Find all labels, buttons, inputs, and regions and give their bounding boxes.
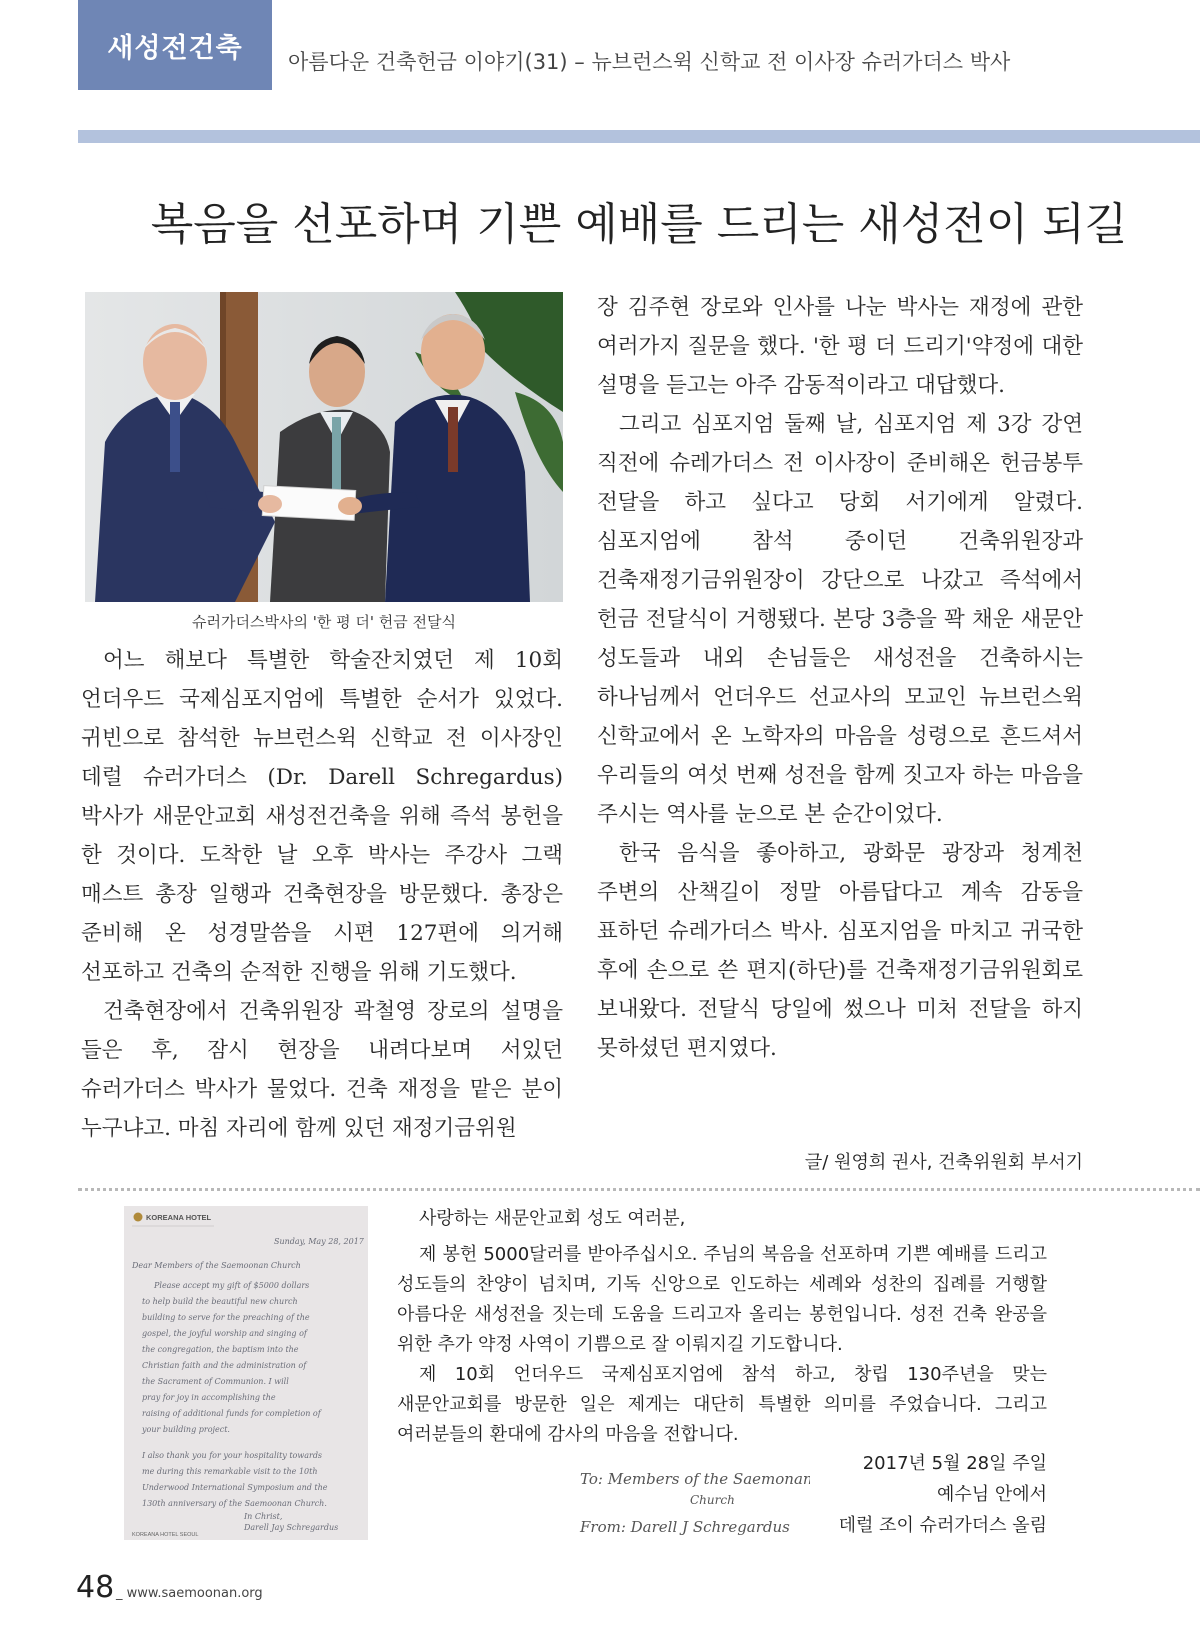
series-title: 아름다운 건축헌금 이야기(31) – 뉴브런스윅 신학교 전 이사장 슈러가더스 박사 <box>288 50 1011 74</box>
svg-text:your building project.: your building project. <box>142 1425 230 1434</box>
page-number: 48 <box>76 1570 115 1605</box>
svg-text:Sunday, May 28, 2017: Sunday, May 28, 2017 <box>274 1237 364 1246</box>
photo-caption: 슈러가더스박사의 '한 평 더' 헌금 전달식 <box>192 613 456 631</box>
letter-greeting: 사랑하는 새문안교회 성도 여러분, <box>419 1208 686 1229</box>
header-rule <box>78 130 1200 143</box>
section-divider <box>78 1188 1200 1191</box>
letter-date: 2017년 5월 28일 주일 <box>862 1453 1047 1474</box>
svg-text:Please accept my gift of $5000: Please accept my gift of $5000 dollars <box>154 1281 310 1290</box>
svg-text:gospel, the joyful worship and: gospel, the joyful worship and singing of <box>142 1329 307 1338</box>
svg-text:Christian faith and the admini: Christian faith and the administration of <box>142 1361 307 1370</box>
article-column-right <box>597 288 1083 1068</box>
article-paragraph: 한국 음식을 좋아하고, 광화문 광장과 청계천 주변의 산책길이 정말 아름답다고 계속 감동을 표하던 슈레가더스 박사. 심포지엄을 마치고 귀국한 후에 손으로 쓴 편지(하단)를 건축재정기금위원회로 보내왔다. 전달식 당일에 썼으나 미처 전달을 하지 못하셨던 편지였다. <box>597 841 1083 1061</box>
headline: 복음을 선포하며 기쁜 예배를 드리는 새성전이 되길 <box>150 199 1128 250</box>
svg-text:me during this remarkable visi: me during this remarkable visit to the 10th <box>142 1467 318 1476</box>
article-paragraph: 장 김주현 장로와 인사를 나눈 박사는 재정에 관한 여러가지 질문을 했다. '한 평 더 드리기'약정에 대한 설명을 듣고는 아주 감동적이라고 대답했다. <box>597 295 1083 398</box>
svg-text:to help build the beautiful ne: to help build the beautiful new church <box>142 1297 298 1306</box>
svg-text:Church: Church <box>690 1493 735 1507</box>
svg-text:the Sacrament of Communion. I: the Sacrament of Communion. I will <box>142 1377 289 1386</box>
article-column-left <box>81 641 563 1148</box>
letter-closing: 예수님 안에서 <box>936 1484 1047 1505</box>
donation-photo <box>85 292 563 602</box>
svg-text:Dear Members of the Saemoonan: Dear Members of the Saemoonan Church <box>132 1261 301 1270</box>
letter-paragraph: 제 봉헌 5000달러를 받아주십시오. 주님의 복음을 선포하며 기쁜 예배를 드리고 성도들의 찬양이 넘치며, 기독 신앙으로 인도하는 세례와 성찬의 집례를 거행할 아름다운 새성전을 짓는데 도움을 드리고자 올리는 봉헌입니다. 성전 건축 완공을 위한 추가 약정 사역이 기쁨으로 잘 이뤄지길 기도합니다. <box>397 1244 1047 1355</box>
svg-text:pray for joy in accomplishing: pray for joy in accomplishing the <box>142 1393 276 1402</box>
handwritten-letter-scan <box>124 1206 368 1540</box>
letter-translation <box>397 1204 1047 1450</box>
article-paragraph: 건축현장에서 건축위원장 곽철영 장로의 설명을 들은 후, 잠시 현장을 내려다보며 서있던 슈러가더스 박사가 물었다. 건축 재정을 맡은 분이 누구냐고. 마침 자리에 함께 있던 재정기금위원 <box>81 999 563 1141</box>
site-url: _ www.saemoonan.org <box>116 1586 263 1601</box>
svg-text:From: Darell J Schregardus: From: Darell J Schregardus <box>580 1518 790 1536</box>
svg-text:KOREANA HOTEL SEOUL: KOREANA HOTEL SEOUL <box>132 1532 199 1538</box>
svg-text:Underwood International Sympos: Underwood International Symposium and the <box>142 1483 328 1492</box>
svg-text:130th anniversary of the Saemo: 130th anniversary of the Saemoonan Church. <box>142 1499 327 1508</box>
svg-text:Darell Jay Schregardus: Darell Jay Schregardus <box>244 1523 339 1532</box>
letter-signature-block <box>760 1448 1047 1541</box>
byline: 글/ 원영희 권사, 건축위원회 부서기 <box>804 1152 1083 1173</box>
svg-text:To: Members of the Saemonan: To: Members of the Saemonan <box>580 1470 810 1488</box>
svg-text:KOREANA HOTEL: KOREANA HOTEL <box>146 1213 212 1222</box>
svg-text:the congregation, the baptism: the congregation, the baptism into the <box>142 1345 299 1354</box>
section-tab: 새성전건축 <box>78 0 272 90</box>
photo-illustration <box>85 292 563 602</box>
letter-paragraph: 제 10회 언더우드 국제심포지엄에 참석 하고, 창립 130주년을 맞는 새문안교회를 방문한 일은 제게는 대단히 특별한 의미를 주었습니다. 그리고 여러분들의 환대에 감사의 마음을 전합니다. <box>397 1364 1047 1445</box>
letter-signature: 데럴 조이 슈러가더스 올림 <box>838 1515 1047 1536</box>
article-paragraph: 어느 해보다 특별한 학술잔치였던 제 10회 언더우드 국제심포지엄에 특별한 순서가 있었다. 귀빈으로 참석한 뉴브런스윅 신학교 전 이사장인 데럴 슈러가더스 (Dr. Darell Schregardus) 박사가 새문안교회 새성전건축을 위해 즉석 봉헌을 한 것이다. 도착한 날 오후 박사는 주강사 그랙 매스트 총장 일행과 건축현장을 방문했다. 총장은 준비해 온 성경말씀을 시편 127편에 의거해 선포하고 건축의 순적한 진행을 위해 기도했다. <box>81 648 563 985</box>
svg-text:I also thank you for your hosp: I also thank you for your hospitality towards <box>142 1451 323 1460</box>
letter-scan-image <box>124 1206 368 1540</box>
svg-text:raising of additional funds fo: raising of additional funds for completion of <box>142 1409 321 1418</box>
svg-text:In Christ,: In Christ, <box>244 1512 283 1521</box>
svg-text:building to serve for the prea: building to serve for the preaching of the <box>142 1313 310 1322</box>
article-paragraph: 그리고 심포지엄 둘째 날, 심포지엄 제 3강 강연 직전에 슈레가더스 전 이사장이 준비해온 헌금봉투 전달을 하고 싶다고 당회 서기에게 알렸다. 심포지엄에 참석 중이던 건축위원장과 건축재정기금위원장이 강단으로 나갔고 즉석에서 헌금 전달식이 거행됐다. 본당 3층을 꽉 채운 새문안 성도들과 내외 손님들은 새성전을 건축하시는 하나님께서 언더우드 선교사의 모교인 뉴브런스윅 신학교에서 온 노학자의 마음을 성령으로 흔드셔서 우리들의 여섯 번째 성전을 함께 짓고자 하는 마음을 주시는 역사를 눈으로 본 순간이었다. <box>597 412 1083 827</box>
